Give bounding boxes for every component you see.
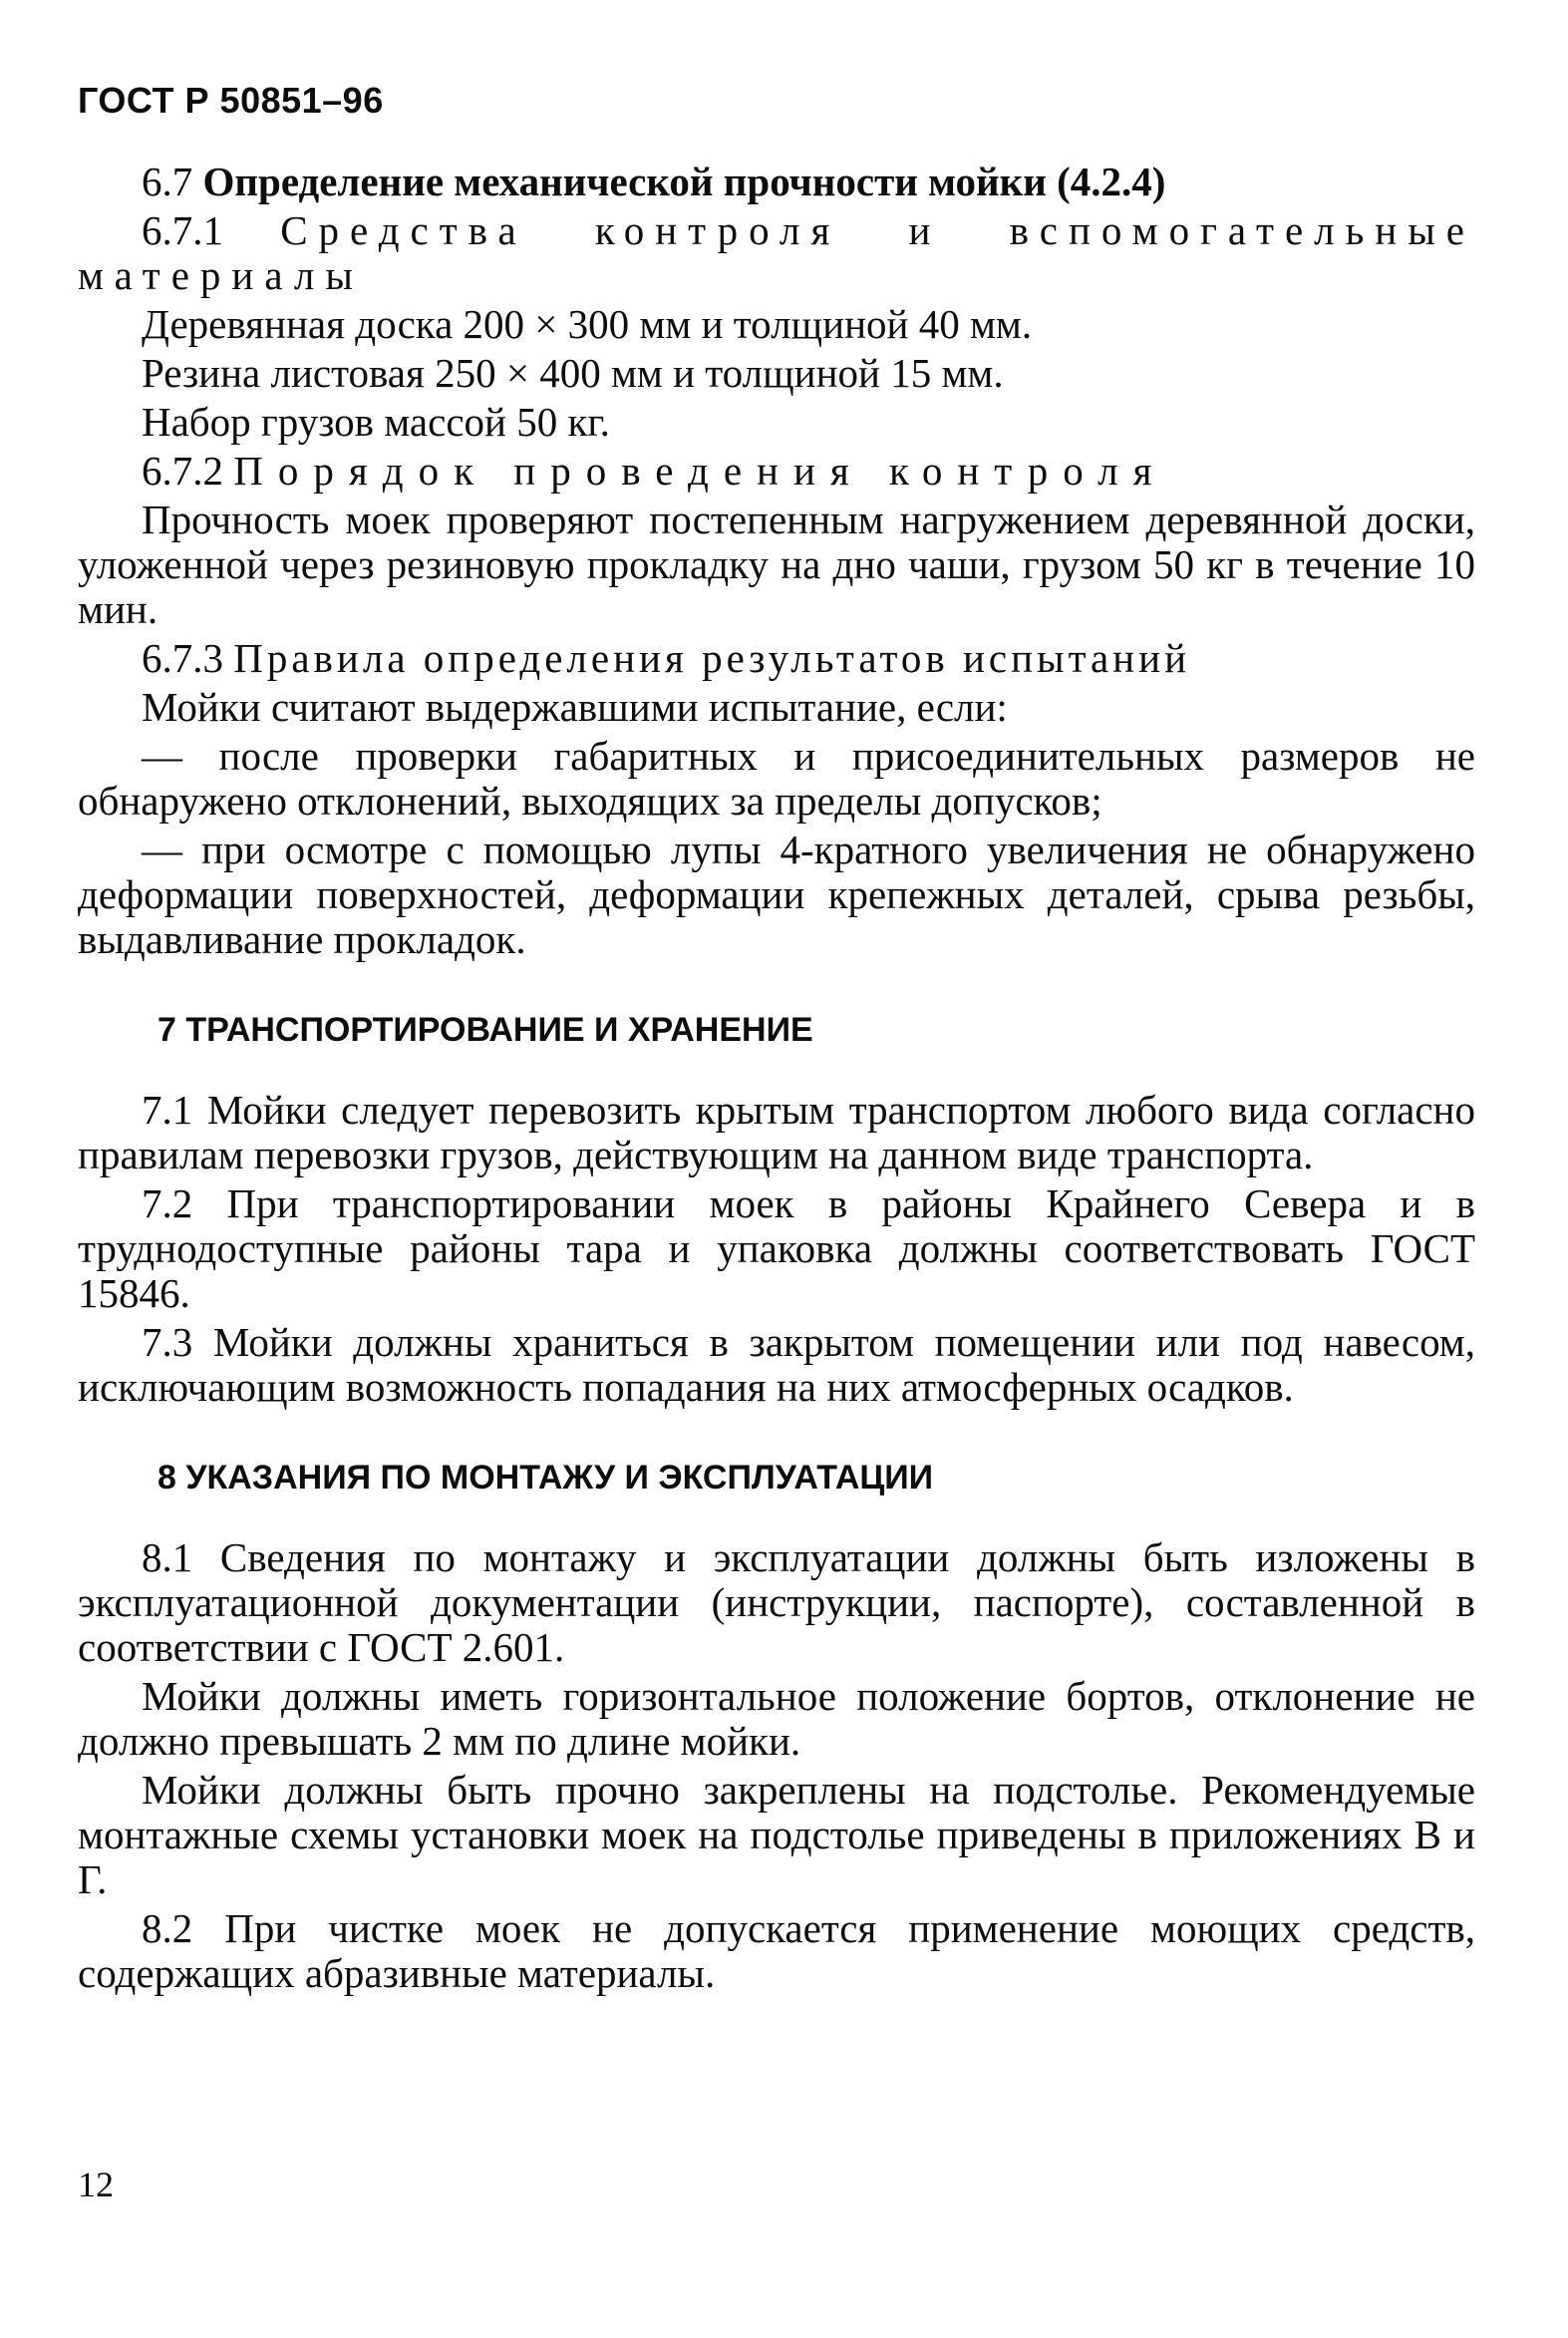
paragraph: 7.1 Мойки следует перевозить крытым транспортом любого вида согласно правилам перевозки грузов, действующим на данном виде транспорта. [78,1087,1475,1177]
paragraph: Деревянная доска 200 × 300 мм и толщиной 40 мм. [142,301,1033,347]
section-number: 6.7.2 [142,448,223,494]
paragraph: Набор грузов массой 50 кг. [142,399,610,445]
paragraph: Мойки должны иметь горизонтальное положение бортов, отклонение не должно превышать 2 мм по длине мойки. [78,1673,1475,1764]
section-6-7-1-heading [78,208,1475,298]
paragraph: Резина листовая 250 × 400 мм и толщиной 15 мм. [142,350,1004,396]
paragraph: 7.3 Мойки должны храниться в закрытом помещении или под навесом, исключающим возможность попадания на них атмосферных осадков. [78,1319,1475,1410]
document-body [78,160,1475,2000]
section-title: Правила определения результатов испытаний [233,635,1191,681]
page-number: 12 [78,2165,114,2204]
section-title: Определение механической прочности мойки (4.2.4) [202,159,1166,204]
section-6-7-3-heading [78,636,1475,681]
paragraph: 8.1 Сведения по монтажу и эксплуатации должны быть изложены в эксплуатационной документации (инструкции, паспорте), составленной в соответствии с ГОСТ 2.601. [78,1534,1475,1670]
section-number: 6.7.1 [142,207,223,253]
paragraph: Мойки считают выдержавшими испытание, если: [142,684,1008,730]
document-header: ГОСТ Р 50851–96 [78,80,384,121]
paragraph: Прочность моек проверяют постепенным нагружением деревянной доски, уложенной через резиновую прокладку на дно чаши, грузом 50 кг в течение 10 мин. [78,497,1475,632]
section-8-title: 8 УКАЗАНИЯ ПО МОНТАЖУ И ЭКСПЛУАТАЦИИ [157,1459,934,1497]
section-title: Средства контроля и вспомогательные материалы [78,207,1475,298]
paragraph: 7.2 При транспортировании моек в районы Крайнего Севера и в труднодоступные районы тара и упаковка должны соответствовать ГОСТ 15846. [78,1180,1475,1316]
list-item: — при осмотре с помощью лупы 4-кратного увеличения не обнаружено деформации поверхностей, деформации крепежных деталей, срыва резьбы, выдавливание прокладок. [78,827,1475,962]
paragraph: 8.2 При чистке моек не допускается применение моющих средств, содержащих абразивные материалы. [78,1905,1475,1996]
section-6-7-2-heading [78,449,1475,494]
section-title: Порядок проведения контроля [233,448,1167,494]
section-number: 6.7 [142,159,193,204]
paragraph: Мойки должны быть прочно закреплены на подстолье. Рекомендуемые монтажные схемы установки моек на подстолье приведены в приложениях В и Г. [78,1767,1475,1902]
section-7-title: 7 ТРАНСПОРТИРОВАНИЕ И ХРАНЕНИЕ [157,1011,813,1049]
list-item: — после проверки габаритных и присоединительных размеров не обнаружено отклонений, выходящих за пределы допусков; [78,733,1475,824]
section-number: 6.7.3 [142,635,223,681]
section-6-7-heading [78,160,1475,204]
